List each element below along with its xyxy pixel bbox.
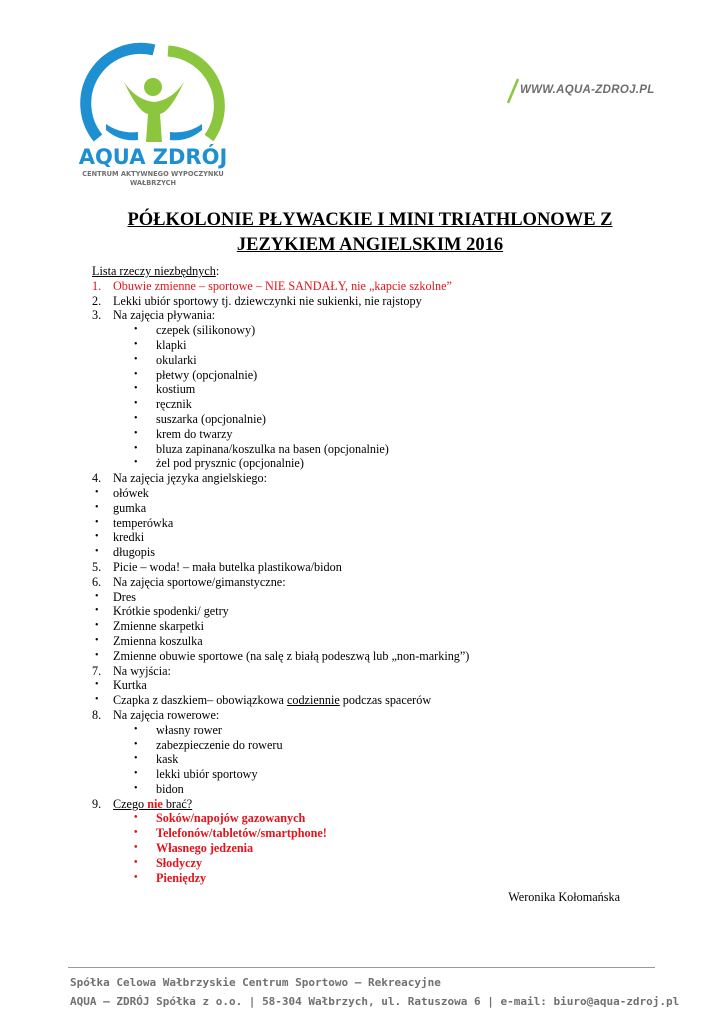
sub-item: • temperówka <box>95 515 174 530</box>
list-heading: Lista rzeczy niezbędnych <box>92 264 216 278</box>
list-item-6-text: Na zajęcia sportowe/gimanstyczne: <box>113 574 286 589</box>
list-item-8: 8. Na zajęcia rowerowe: <box>92 707 220 722</box>
list-item-3-text: Na zajęcia pływania: <box>113 308 216 323</box>
list-item-4-text: Na zajęcia języka angielskiego: <box>113 471 267 486</box>
title-line1: PÓŁKOLONIE PŁYWACKIE I MINI TRIATHLONOWE Z <box>127 210 613 230</box>
list-item-6: 6. Na zajęcia sportowe/gimanstyczne: <box>92 574 286 589</box>
sub-item: • Zmienne skarpetki <box>95 619 205 634</box>
list-item-1: 1. Obuwie zmienne – sportowe – NIE SANDAŁY, nie „kapcie szkolne” <box>92 278 452 293</box>
underlined-word: codziennie <box>286 693 340 708</box>
list-item-7: 7. Na wyjścia: <box>92 663 171 678</box>
logo-subtitle-line2: WAŁBRZYCH <box>129 179 177 187</box>
sub-item: • zabezpieczenie do roweru <box>134 737 283 752</box>
list-item-3: 3. Na zajęcia pływania: <box>92 308 216 323</box>
sub-item: • Kurtka <box>95 678 147 693</box>
sub-item: • żel pod prysznic (opcjonalnie) <box>134 456 304 471</box>
logo-brand-name: AQUA ZDRÓJ <box>78 145 228 169</box>
sub-item: • Zmienne obuwie sportowe (na salę z białą podeszwą lub „non-marking”) <box>95 648 470 663</box>
sub-item: • Soków/napojów gazowanych <box>134 811 306 826</box>
list-item-1-text: Obuwie zmienne – sportowe – NIE SANDAŁY, nie „kapcie szkolne” <box>113 278 452 293</box>
footer-line1: Spółka Celowa Wałbrzyskie Centrum Sportowo – Rekreacyjne <box>70 976 441 989</box>
sub-item: • własny rower <box>134 722 222 737</box>
sub-item: • Zmienna koszulka <box>95 633 203 648</box>
footer-company: AQUA – ZDRÓJ Spółka z o.o. <box>70 995 243 1008</box>
sub-item: • długopis <box>95 545 155 560</box>
website-url[interactable]: WWW.AQUA-ZDROJ.PL <box>520 84 655 96</box>
list-heading-row: Lista rzeczy niezbędnych: <box>92 264 220 278</box>
sub-item: • Czapka z daszkiem– obowiązkowa codziennie podczas spacerów <box>95 693 432 708</box>
sub-item: • płetwy (opcjonalnie) <box>134 367 258 382</box>
footer-line2: AQUA – ZDRÓJ Spółka z o.o. | 58-304 Wałbrzych, ul. Ratuszowa 6 | e-mail: biuro@aqua-zdroj.pl <box>70 995 680 1008</box>
sub-item: • ołówek <box>95 485 149 500</box>
sub-item: • Pieniędzy <box>134 870 207 885</box>
sub-item: • Krótkie spodenki/ getry <box>95 604 229 619</box>
sub-item: • Własnego jedzenia <box>134 841 254 856</box>
footer <box>70 973 680 1011</box>
document-title <box>90 208 650 258</box>
sub-item: • bluza zapinana/koszulka na basen (opcjonalnie) <box>134 441 389 456</box>
sub-item: • czepek (silikonowy) <box>134 323 256 338</box>
list-item-7-text: Na wyjścia: <box>113 663 171 678</box>
document-body <box>92 264 652 905</box>
sub-item: • okularki <box>134 352 197 367</box>
sub-item: • krem do twarzy <box>134 426 233 441</box>
sub-item: • kask <box>134 752 179 767</box>
footer-email[interactable]: e-mail: biuro@aqua-zdroj.pl <box>500 995 680 1008</box>
footer-divider <box>68 967 655 968</box>
list-item-5-text: Picie – woda! – mała butelka plastikowa/bidon <box>113 559 342 574</box>
list-item-8-text: Na zajęcia rowerowe: <box>113 707 220 722</box>
logo-subtitle-line1: CENTRUM AKTYWNEGO WYPOCZYNKU <box>82 170 224 178</box>
red-emphasis: nie <box>147 796 163 811</box>
list-item-5: 5. Picie – woda! – mała butelka plastikowa/bidon <box>92 559 342 574</box>
list-item-2: 2. Lekki ubiór sportowy tj. dziewczynki nie sukienki, nie rajstopy <box>92 293 422 308</box>
list-item-2-text: Lekki ubiór sportowy tj. dziewczynki nie sukienki, nie rajstopy <box>113 293 422 308</box>
sub-item: • Dres <box>95 589 137 604</box>
sub-item: • klapki <box>134 337 187 352</box>
sub-item: • Telefonów/tabletów/smartphone! <box>134 826 327 841</box>
title-line2: JEZYKIEM ANGIELSKIM 2016 <box>236 235 504 255</box>
list-item-4: 4. Na zajęcia języka angielskiego: <box>92 471 267 486</box>
signature: Weronika Kołomańska <box>508 890 620 905</box>
list-item-9: 9. Czego nie brać? <box>92 796 193 811</box>
aqua-zdroj-logo <box>76 42 231 192</box>
sub-item: • Słodyczy <box>134 855 203 870</box>
sub-item: • ręcznik <box>134 397 192 412</box>
sub-item: • lekki ubiór sportowy <box>134 767 258 782</box>
sub-item: • suszarka (opcjonalnie) <box>134 411 266 426</box>
footer-address: 58-304 Wałbrzych, ul. Ratuszowa 6 <box>262 995 481 1008</box>
sub-item: • kostium <box>134 382 196 397</box>
sub-item: • bidon <box>134 781 184 796</box>
sub-item: • gumka <box>95 500 147 515</box>
sub-item: • kredki <box>95 530 145 545</box>
